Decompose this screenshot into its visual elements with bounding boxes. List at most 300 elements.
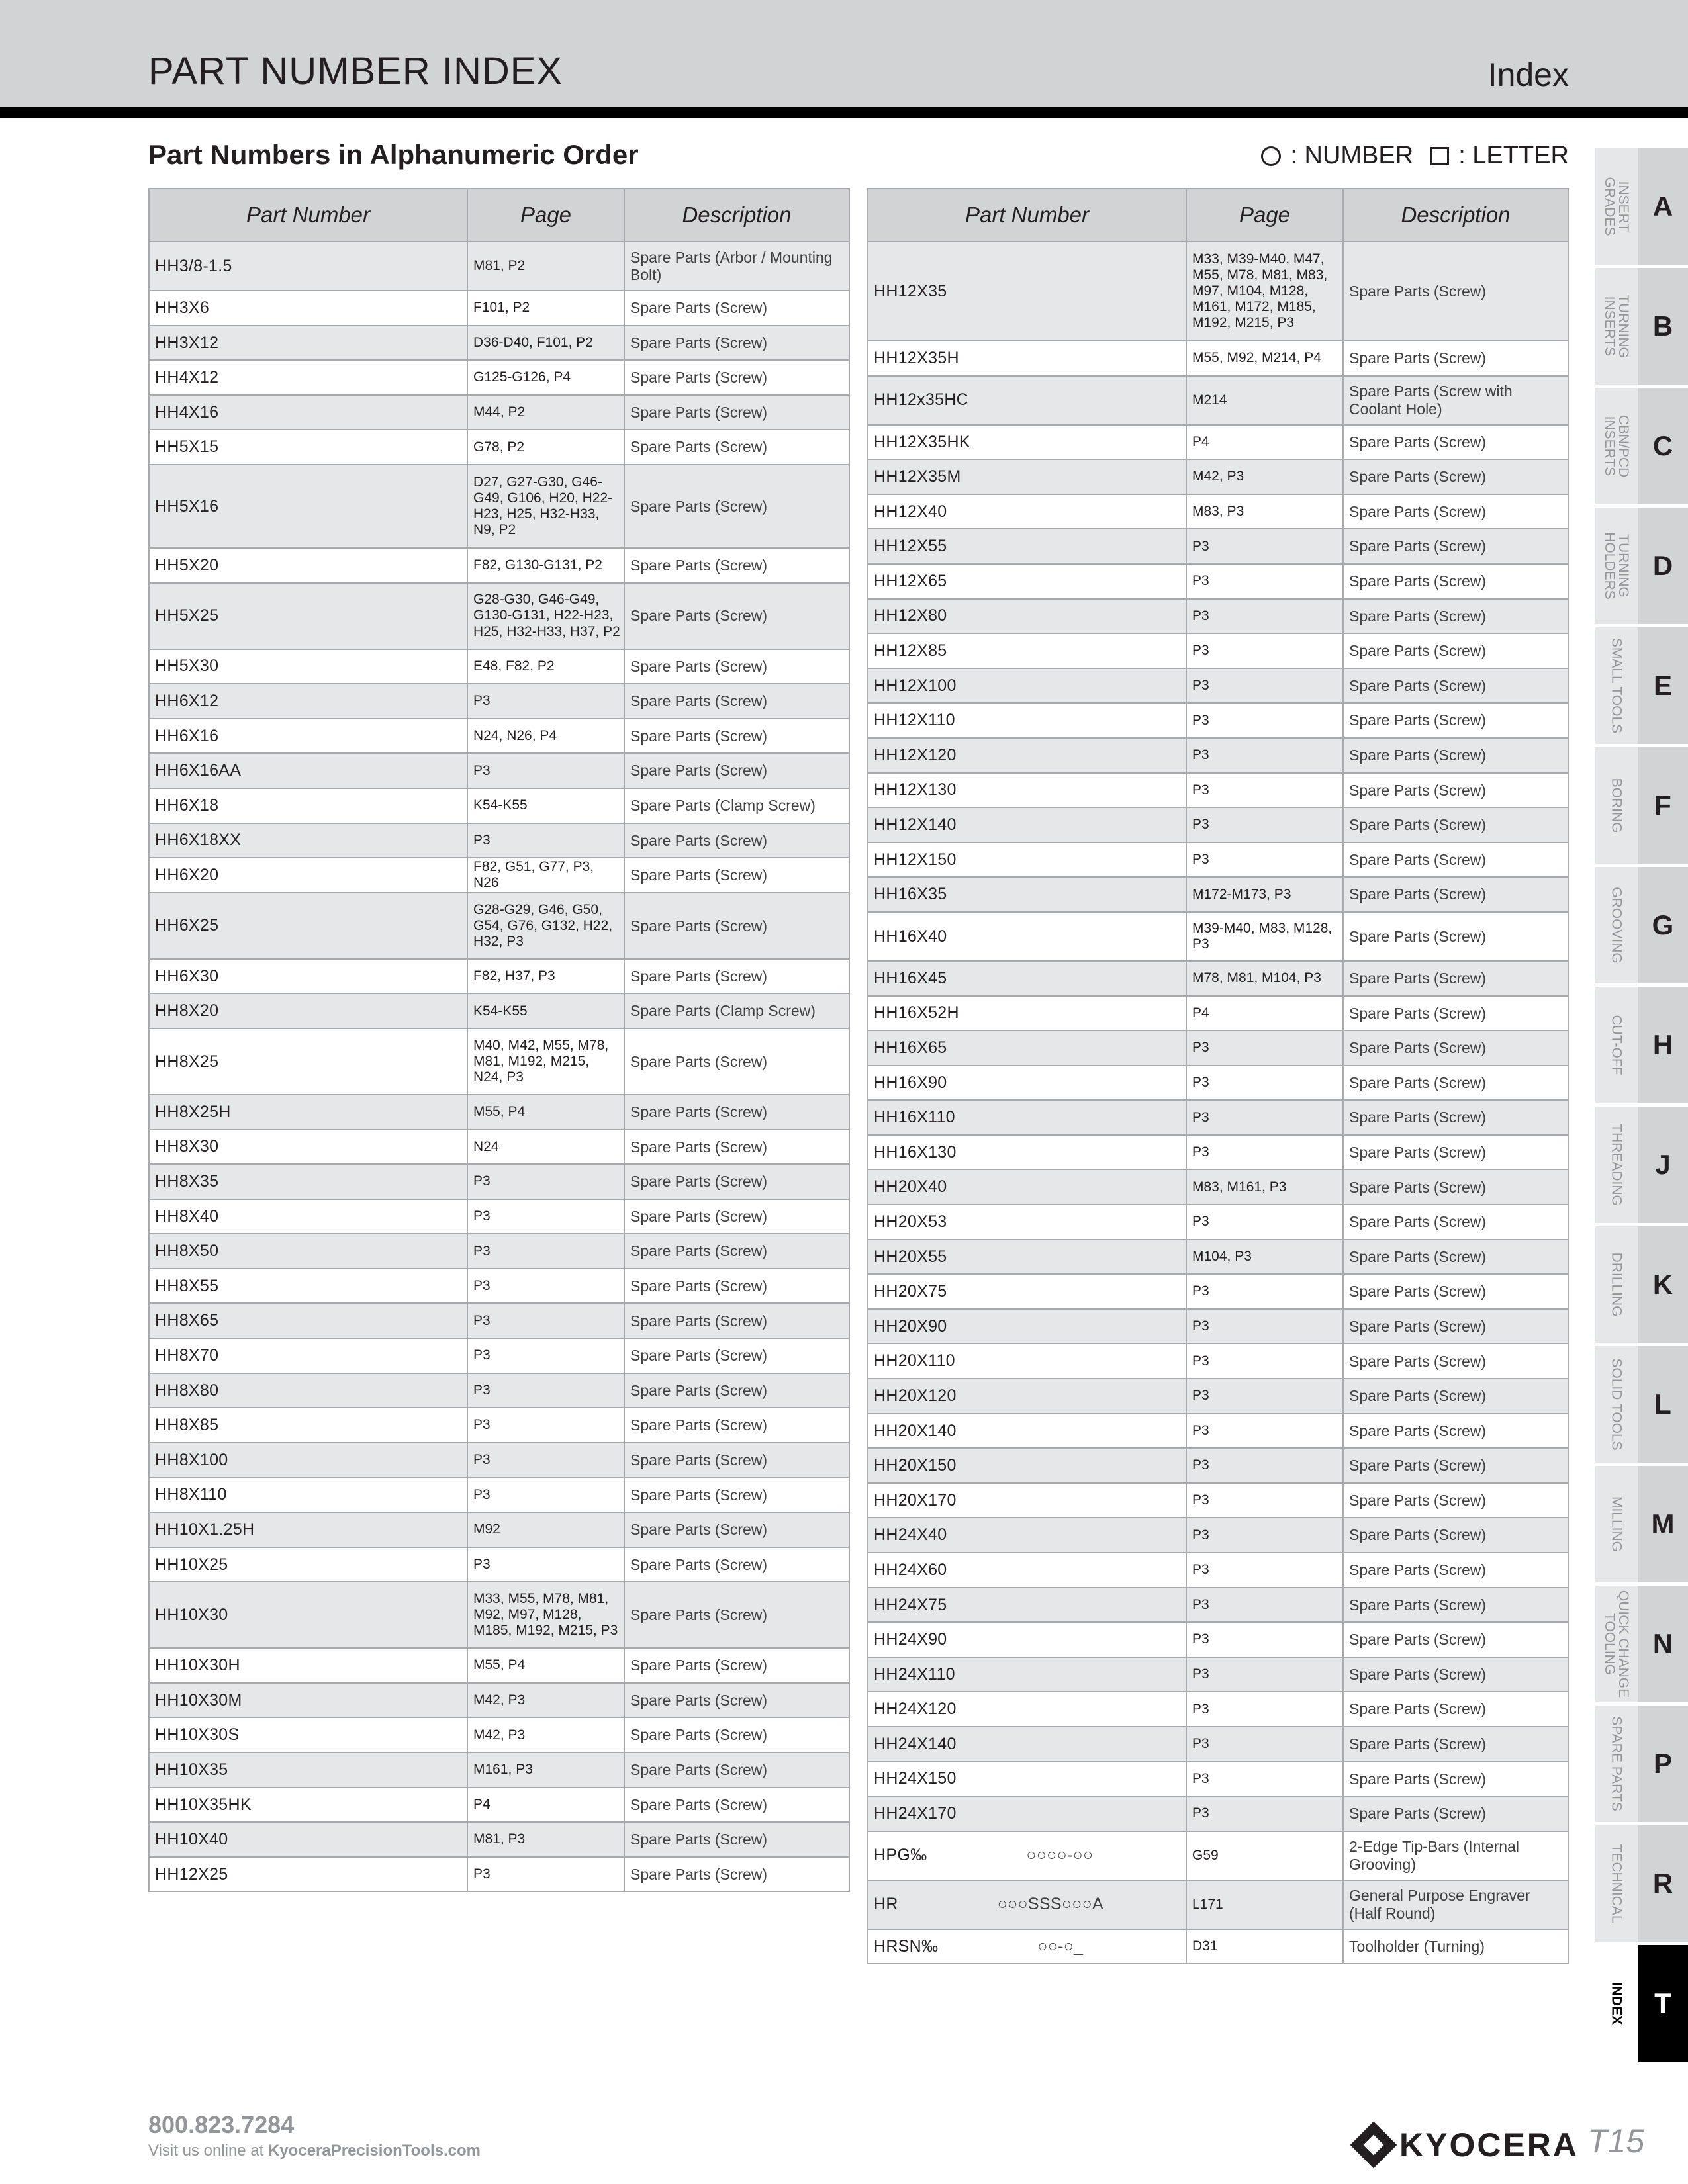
part-number-cell [149,1547,467,1582]
description-cell: Spare Parts (Screw) [624,1822,849,1857]
tab-k[interactable] [1595,1226,1688,1343]
table-row [868,1831,1568,1880]
part-number-cell [149,291,467,326]
table-row [868,376,1568,425]
part-number-cell [868,703,1186,738]
part-number-cell [149,1028,467,1095]
table-row [868,1657,1568,1692]
description-cell: Spare Parts (Screw) [624,548,849,583]
description-cell: Spare Parts (Screw) [624,1269,849,1304]
description-cell: Spare Parts (Screw) [624,719,849,754]
page-cell: P3 [1186,1066,1343,1101]
page-cell: P3 [1186,1343,1343,1379]
table-row [868,1929,1568,1964]
part-number-cell [868,633,1186,668]
description-cell: Spare Parts (Screw) [624,823,849,858]
tab-e[interactable] [1595,627,1688,744]
page-cell: P4 [1186,425,1343,460]
description-cell: Spare Parts (Screw) [1343,425,1568,460]
tab-label: TECHNICAL [1609,1844,1624,1923]
part-number-cell [149,1788,467,1823]
table-row [149,719,849,754]
table-row [149,360,849,395]
description-cell: Spare Parts (Screw) [1343,1240,1568,1275]
table-row [149,1683,849,1718]
tab-p[interactable] [1595,1706,1688,1822]
table-row [149,1373,849,1408]
part-number-cell [149,753,467,788]
part-number-cell [149,430,467,465]
page-cell: D31 [1186,1929,1343,1964]
table-row [149,1234,849,1269]
description-cell: Spare Parts (Screw) [624,583,849,649]
description-cell: Toolholder (Turning) [1343,1929,1568,1964]
table-row [149,684,849,719]
section-title: Index [1487,56,1569,93]
part-number-cell [868,1414,1186,1449]
part-number: HH12X25 [155,1864,228,1884]
tab-label: THREADING [1609,1124,1624,1206]
part-number-cell [149,649,467,684]
page-cell: P3 [1186,1205,1343,1240]
page-cell: M33, M55, M78, M81, M92, M97, M128, M185, M192, M215, P3 [467,1582,624,1648]
table-row [868,996,1568,1031]
page-cell: M55, M92, M214, P4 [1186,341,1343,376]
tab-n[interactable] [1595,1586,1688,1702]
table-row [868,1518,1568,1553]
description-cell: Spare Parts (Screw) [1343,1343,1568,1379]
table-row [868,1169,1568,1205]
table-row [149,1788,849,1823]
page-cell: P3 [467,823,624,858]
table-row [868,1762,1568,1797]
description-cell: Spare Parts (Screw) [1343,1135,1568,1170]
page-header [0,0,1688,107]
table-row [149,1717,849,1752]
table-row [868,912,1568,961]
table-row [149,1303,849,1338]
part-number: HRSN‰ [874,1936,939,1956]
part-number-cell [868,1343,1186,1379]
page-cell: P3 [1186,842,1343,878]
brand-logo [1357,2126,1579,2164]
tab-label: QUICK CHANGE TOOLING [1602,1590,1631,1698]
part-number: HH16X35 [874,885,947,904]
tab-label: INDEX [1609,1981,1624,2025]
tab-b[interactable] [1595,268,1688,385]
table-row [868,341,1568,376]
table-row [149,326,849,361]
table-row [868,494,1568,529]
part-number: HH8X20 [155,1001,219,1021]
page-cell: G78, P2 [467,430,624,465]
description-cell: Spare Parts (Clamp Screw) [624,788,849,823]
part-number-cell [868,242,1186,341]
part-number-cell [149,1269,467,1304]
table-row [868,1066,1568,1101]
part-number-cell [868,1929,1186,1964]
page-cell: M39-M40, M83, M128, P3 [1186,912,1343,961]
table-body [868,242,1568,1964]
part-number: HH12X85 [874,641,947,660]
part-number-cell [868,1880,1186,1929]
part-number: HH10X30M [155,1690,242,1709]
table-row [149,1095,849,1130]
tab-label: TURNING HOLDERS [1602,532,1631,600]
part-number-cell [868,1379,1186,1414]
part-number: HH20X55 [874,1247,947,1266]
description-cell: Spare Parts (Screw) [1343,242,1568,341]
part-number-cell [868,1518,1186,1553]
part-number: HH12X35H [874,348,959,367]
part-number-cell [149,1373,467,1408]
page-cell: E48, F82, P2 [467,649,624,684]
part-number-cell [149,465,467,548]
part-number: HH10X35 [155,1760,228,1779]
table-row [149,993,849,1028]
table-row [868,842,1568,878]
tab-d[interactable] [1595,508,1688,624]
table-row [149,242,849,291]
part-number-cell [868,1553,1186,1588]
tab-f[interactable] [1595,747,1688,864]
table-row [868,564,1568,599]
column-header-description: Description [624,189,849,242]
part-number: HPG‰ [874,1846,927,1865]
page-cell: P3 [1186,1692,1343,1727]
part-number: HH6X12 [155,692,219,711]
description-cell: Spare Parts (Screw) [624,649,849,684]
description-cell: Spare Parts (Screw) [1343,877,1568,912]
page-cell: P3 [1186,1030,1343,1066]
part-number-cell [149,858,467,893]
table-row [149,1028,849,1095]
part-number-cell [868,1727,1186,1762]
description-cell: Spare Parts (Screw) [624,1234,849,1269]
page-cell: F101, P2 [467,291,624,326]
page-cell: P3 [1186,1483,1343,1518]
table-row [149,1164,849,1199]
page-cell: P3 [1186,807,1343,842]
part-number-cell [868,961,1186,996]
page-cell: P3 [1186,738,1343,773]
table-row [868,1796,1568,1831]
tab-a[interactable] [1595,148,1688,265]
part-number: HH16X90 [874,1073,947,1092]
page-cell: P3 [1186,1727,1343,1762]
part-number-cell [868,1796,1186,1831]
page-cell: M33, M39-M40, M47, M55, M78, M81, M83, M97, M104, M128, M161, M172, M185, M192, M215, P3 [1186,242,1343,341]
description-cell: Spare Parts (Screw) [1343,494,1568,529]
page-cell: P3 [1186,1100,1343,1135]
tab-l[interactable] [1595,1346,1688,1463]
table-row [868,1274,1568,1309]
table-row [149,1269,849,1304]
description-cell: Spare Parts (Screw) [624,1717,849,1752]
part-number: HH8X25H [155,1102,231,1121]
part-number-cell [149,893,467,959]
table-row [149,465,849,548]
part-number-cell [149,326,467,361]
table-row [868,1727,1568,1762]
page-cell: M40, M42, M55, M78, M81, M192, M215, N24, P3 [467,1028,624,1095]
page-cell: G125-G126, P4 [467,360,624,395]
part-number-cell [868,1240,1186,1275]
part-number-cell [149,1408,467,1443]
description-cell: Spare Parts (Screw) [1343,1518,1568,1553]
table-row [149,548,849,583]
description-cell: Spare Parts (Screw) [1343,1205,1568,1240]
tab-label: SPARE PARTS [1609,1716,1624,1811]
part-number-cell [149,1717,467,1752]
part-number-cell [149,1443,467,1478]
part-number-cell [868,425,1186,460]
tab-letter: H [1638,987,1688,1103]
page-cell: P3 [1186,1135,1343,1170]
part-number-cell [868,738,1186,773]
table-row [149,430,849,465]
description-cell: Spare Parts (Screw) [1343,996,1568,1031]
table-row [868,425,1568,460]
table-row [868,529,1568,564]
part-number: HH24X75 [874,1595,947,1614]
part-number: HH20X75 [874,1282,947,1301]
part-number-cell [149,1648,467,1683]
part-number: HH5X16 [155,496,219,516]
tab-g[interactable] [1595,867,1688,983]
page-cell: F82, H37, P3 [467,959,624,994]
part-number: HH20X150 [874,1456,957,1475]
part-number-cell [868,459,1186,494]
part-number: HH12X110 [874,711,955,730]
tab-label: SMALL TOOLS [1609,637,1624,734]
part-number-cell [149,1857,467,1892]
description-cell: Spare Parts (Screw) [624,291,849,326]
page-cell: P3 [467,1164,624,1199]
description-cell: Spare Parts (Screw) [1343,1066,1568,1101]
page-cell: M81, P3 [467,1822,624,1857]
part-number: HH16X40 [874,927,947,946]
tab-c[interactable] [1595,388,1688,504]
description-cell: Spare Parts (Screw) [624,1443,849,1478]
page-cell: M42, P3 [467,1717,624,1752]
part-number-cell [868,1831,1186,1880]
description-cell: Spare Parts (Screw) [624,1477,849,1512]
table-row [868,1448,1568,1483]
table-row [149,858,849,893]
footer-phone: 800.823.7284 [148,2111,295,2138]
part-number: HH24X140 [874,1734,957,1753]
legend [1261,142,1569,170]
part-number-cell [149,1234,467,1269]
description-cell: Spare Parts (Screw) [624,1648,849,1683]
tab-h[interactable] [1595,987,1688,1103]
part-number: HH6X30 [155,966,219,985]
part-number-cell [149,788,467,823]
description-cell: Spare Parts (Screw) [624,1408,849,1443]
part-number: HH6X18 [155,796,219,815]
tab-letter: J [1638,1107,1688,1223]
description-cell: Spare Parts (Screw) [1343,1309,1568,1344]
description-cell: Spare Parts (Screw) [1343,1379,1568,1414]
page-number: T15 [1587,2122,1645,2160]
description-cell: Spare Parts (Screw) [1343,1414,1568,1449]
section-tabs [1595,148,1688,2065]
table-row [149,1857,849,1892]
page-cell: P3 [467,1303,624,1338]
page-cell: G59 [1186,1831,1343,1880]
part-number: HH12X35 [874,281,947,300]
part-number: HH12x35HC [874,390,969,410]
legend-letter-label: : LETTER [1458,142,1569,169]
table-row [868,1343,1568,1379]
page-cell: G28-G30, G46-G49, G130-G131, H22-H23, H25, H32-H33, H37, P2 [467,583,624,649]
description-cell: Spare Parts (Screw) [624,858,849,893]
part-number: HH16X45 [874,968,947,987]
description-cell: Spare Parts (Screw) [624,1095,849,1130]
part-number-cell [868,599,1186,634]
page-cell: M83, P3 [1186,494,1343,529]
part-number: HH10X30S [155,1725,240,1745]
part-number: HH16X110 [874,1108,955,1127]
page-cell: M42, P3 [1186,459,1343,494]
tab-letter: B [1638,268,1688,385]
part-number: HH10X30 [155,1605,228,1624]
part-number-cell [868,341,1186,376]
part-number: HH10X35HK [155,1795,252,1814]
page-cell: P3 [1186,703,1343,738]
description-cell: Spare Parts (Screw) [1343,1274,1568,1309]
tab-r[interactable] [1595,1825,1688,1942]
table-row [868,668,1568,704]
description-cell: Spare Parts (Screw) [624,753,849,788]
part-number-cell [149,242,467,291]
part-number: HH12X150 [874,850,957,869]
part-number-cell [149,583,467,649]
part-number: HH5X15 [155,437,219,457]
part-number-cell [149,684,467,719]
part-number: HH5X25 [155,606,219,625]
tab-letter: E [1638,627,1688,744]
part-number-cell [868,668,1186,704]
page-cell: D27, G27-G30, G46-G49, G106, H20, H22-H23, H25, H32-H33, N9, P2 [467,465,624,548]
table-row [149,1547,849,1582]
page-cell: P3 [1186,633,1343,668]
table-row [868,807,1568,842]
tab-letter: K [1638,1226,1688,1343]
page-cell: M83, M161, P3 [1186,1169,1343,1205]
tab-label: TURNING INSERTS [1602,295,1631,358]
table-row [868,242,1568,341]
tab-letter: D [1638,508,1688,624]
part-number: HH5X30 [155,657,219,676]
part-number-cell [868,1622,1186,1657]
header-rule [0,107,1688,118]
table-row [868,1483,1568,1518]
part-code: ○○-○_ [1037,1936,1084,1956]
part-number-cell [868,1692,1186,1727]
table-row [868,1692,1568,1727]
part-number-cell [868,1169,1186,1205]
table-row [868,633,1568,668]
part-number-cell [868,1205,1186,1240]
page-cell: P3 [467,1443,624,1478]
description-cell: Spare Parts (Screw) [624,1512,849,1547]
description-cell: Spare Parts (Screw) [624,1164,849,1199]
table-row [868,1240,1568,1275]
description-cell: Spare Parts (Screw) [624,326,849,361]
part-number-cell [149,719,467,754]
tab-j[interactable] [1595,1107,1688,1223]
part-number: HH8X65 [155,1311,219,1330]
part-number: HH8X80 [155,1381,219,1400]
page-cell: M81, P2 [467,242,624,291]
part-number: HH24X90 [874,1630,947,1649]
tab-letter: G [1638,867,1688,983]
part-number-cell [149,360,467,395]
part-number: HH20X53 [874,1212,947,1231]
website-prefix: Visit us online at [148,2142,268,2160]
part-number: HH5X20 [155,555,219,574]
description-cell: Spare Parts (Screw) [1343,1657,1568,1692]
part-table-right [867,188,1569,1964]
tab-label: GROOVING [1609,887,1624,964]
part-number-cell [868,912,1186,961]
page-cell: N24 [467,1130,624,1165]
part-number-cell [149,823,467,858]
part-table-left [148,188,850,1892]
tab-m[interactable] [1595,1466,1688,1582]
table-row [868,1135,1568,1170]
page-cell: P3 [467,1234,624,1269]
table-row [149,291,849,326]
page-cell: M104, P3 [1186,1240,1343,1275]
description-cell: Spare Parts (Screw) [1343,1483,1568,1518]
part-number-cell [868,877,1186,912]
part-number-cell [868,773,1186,808]
description-cell: Spare Parts (Screw) [1343,738,1568,773]
page-cell: P3 [1186,1622,1343,1657]
tab-label: INSERT GRADES [1602,177,1631,236]
page-cell: M92 [467,1512,624,1547]
table-row [868,961,1568,996]
part-number: HH24X110 [874,1664,955,1684]
description-cell: Spare Parts (Screw) [624,1547,849,1582]
part-number-cell [868,1066,1186,1101]
part-number: HH4X16 [155,402,219,422]
part-number-cell [149,395,467,430]
page-cell: M55, P4 [467,1095,624,1130]
page-cell: P3 [467,684,624,719]
page-cell: P3 [467,1408,624,1443]
page-cell: P3 [1186,599,1343,634]
table-row [149,959,849,994]
description-cell: Spare Parts (Screw) [1343,912,1568,961]
part-number-cell [149,1582,467,1648]
description-cell: Spare Parts (Screw) [1343,1796,1568,1831]
description-cell: Spare Parts (Screw) [624,1683,849,1718]
part-number-cell [149,1303,467,1338]
page-cell: P3 [467,1477,624,1512]
tab-t[interactable] [1595,1945,1688,2062]
website-link[interactable]: KyoceraPrecisionTools.com [268,2142,481,2160]
tab-letter: C [1638,388,1688,504]
page-cell: F82, G130-G131, P2 [467,548,624,583]
page-cell: P3 [1186,1379,1343,1414]
part-number-cell [868,1657,1186,1692]
part-number: HH8X110 [155,1485,227,1504]
table-row [868,738,1568,773]
